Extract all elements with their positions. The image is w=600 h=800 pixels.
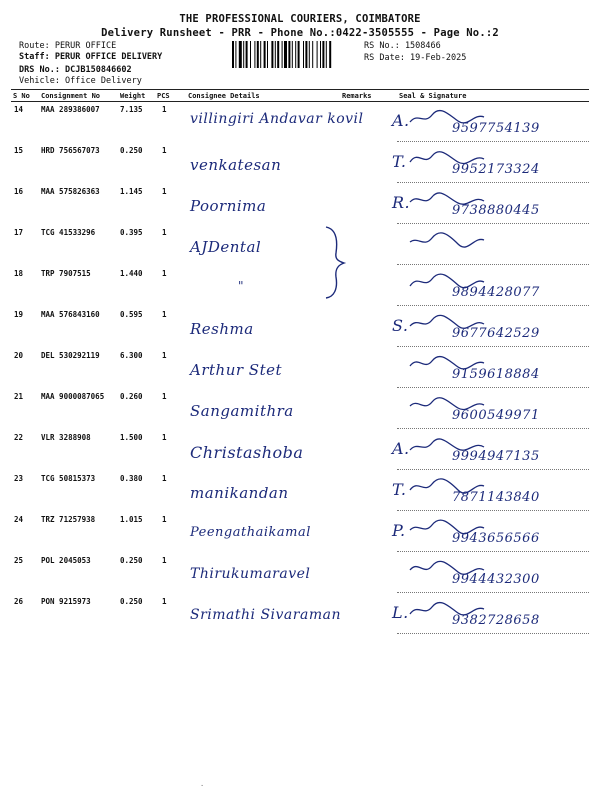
col-pcs: PCS: [157, 92, 170, 100]
row-signature-initial: L.: [392, 603, 409, 622]
table-row: [0, 347, 600, 388]
staff-label: [19, 52, 162, 63]
row-signature-initial: R.: [392, 193, 411, 212]
row-consignment-no: HRD 756567073: [41, 146, 100, 155]
row-consignee-name: Sangamithra: [190, 402, 294, 420]
row-separator: [397, 633, 589, 634]
row-weight: 0.250: [120, 597, 143, 606]
row-sno: 20: [14, 351, 24, 360]
row-pcs: 1: [162, 269, 167, 278]
row-consignment-no: MAA 575826363: [41, 187, 100, 196]
row-weight: 1.145: [120, 187, 143, 196]
bracket-mark: [322, 225, 350, 300]
row-weight: 0.250: [120, 146, 143, 155]
footer-mark: ·: [200, 782, 205, 790]
table-row: [0, 552, 600, 593]
row-pcs: 1: [162, 187, 167, 196]
row-phone: 7871143840: [452, 490, 540, 505]
col-remarks: Remarks: [342, 92, 372, 100]
row-phone: 9994947135: [452, 449, 540, 464]
row-sno: 18: [14, 269, 24, 278]
row-phone: 9894428077: [452, 285, 540, 300]
row-signature-initial: S.: [392, 316, 409, 335]
header-top-rule: [11, 89, 589, 90]
row-signature-initial: T.: [392, 152, 407, 171]
drs-label: [19, 65, 132, 76]
row-signature-initial: T.: [392, 480, 407, 499]
row-consignee-name: Christashoba: [190, 443, 304, 462]
row-phone: 9600549971: [452, 408, 540, 423]
table-row: [0, 511, 600, 552]
row-pcs: 1: [162, 392, 167, 401]
row-weight: 0.595: [120, 310, 143, 319]
col-consignee: Consignee Details: [188, 92, 260, 100]
row-pcs: 1: [162, 105, 167, 114]
row-consignment-no: POL 2045053: [41, 556, 91, 565]
row-consignment-no: TRP 7907515: [41, 269, 91, 278]
row-pcs: 1: [162, 556, 167, 565]
row-sno: 19: [14, 310, 24, 319]
row-weight: 7.135: [120, 105, 143, 114]
row-weight: 0.395: [120, 228, 143, 237]
rs-number: RS No.: 1508466: [364, 41, 441, 51]
table-row: [0, 101, 600, 142]
row-phone: 9943656566: [452, 531, 540, 546]
row-consignment-no: MAA 9000087065: [41, 392, 105, 401]
row-pcs: 1: [162, 310, 167, 319]
row-consignee-name: ": [238, 279, 245, 293]
row-pcs: 1: [162, 433, 167, 442]
row-consignee-name: manikandan: [190, 484, 289, 502]
table-row: [0, 306, 600, 347]
row-weight: 1.015: [120, 515, 143, 524]
table-row: [0, 388, 600, 429]
table-row: [0, 224, 600, 265]
row-consignee-name: Srimathi Sivaraman: [190, 607, 341, 623]
row-phone: 9159618884: [452, 367, 540, 382]
row-sno: 14: [14, 105, 24, 114]
row-phone: 9677642529: [452, 326, 540, 341]
table-row: [0, 470, 600, 511]
row-consignee-name: Thirukumaravel: [190, 566, 311, 582]
row-pcs: 1: [162, 515, 167, 524]
row-consignee-name: Arthur Stet: [190, 361, 282, 379]
row-phone: 9944432300: [452, 572, 540, 587]
row-pcs: 1: [162, 146, 167, 155]
row-weight: 0.380: [120, 474, 143, 483]
drs-text: DRS No.: DCJB150846602: [19, 65, 132, 75]
row-pcs: 1: [162, 228, 167, 237]
row-consignment-no: MAA 576843160: [41, 310, 100, 319]
row-consignment-no: DEL 530292119: [41, 351, 100, 360]
row-consignee-name: Peengathaikamal: [190, 525, 311, 540]
staff-text: Staff: PERUR OFFICE DELIVERY: [19, 52, 163, 62]
row-consignment-no: VLR 3288908: [41, 433, 91, 442]
row-weight: 1.500: [120, 433, 143, 442]
barcode-icon: [232, 41, 356, 68]
signature-scribble: [408, 230, 488, 250]
row-weight: 1.440: [120, 269, 143, 278]
row-sno: 23: [14, 474, 24, 483]
row-sno: 17: [14, 228, 24, 237]
row-consignee-name: Poornima: [190, 197, 267, 215]
row-consignment-no: TCG 41533296: [41, 228, 96, 237]
row-sno: 21: [14, 392, 24, 401]
row-weight: 6.300: [120, 351, 143, 360]
row-consignee-name: venkatesan: [190, 156, 282, 174]
row-weight: 0.250: [120, 556, 143, 565]
row-consignment-no: TRZ 71257938: [41, 515, 96, 524]
row-phone: 9738880445: [452, 203, 540, 218]
row-consignment-no: MAA 289386007: [41, 105, 100, 114]
table-row: [0, 142, 600, 183]
row-sno: 24: [14, 515, 24, 524]
col-sno: S No: [13, 92, 30, 100]
table-row: [0, 593, 600, 634]
vehicle-label: Vehicle: Office Delivery: [19, 76, 142, 86]
table-row: [0, 183, 600, 224]
row-pcs: 1: [162, 351, 167, 360]
row-pcs: 1: [162, 597, 167, 606]
row-pcs: 1: [162, 474, 167, 483]
row-consignee-name: villingiri Andavar kovil: [190, 111, 364, 127]
rs-date: RS Date: 19-Feb-2025: [364, 53, 467, 63]
col-seal-signature: Seal & Signature: [399, 92, 467, 100]
row-signature-initial: A.: [392, 439, 410, 458]
table-row: [0, 429, 600, 470]
row-sno: 15: [14, 146, 24, 155]
row-phone: 9597754139: [452, 121, 540, 136]
company-title: THE PROFESSIONAL COURIERS, COIMBATORE: [179, 13, 421, 25]
row-sno: 22: [14, 433, 24, 442]
row-consignee-name: AJDental: [190, 238, 262, 256]
runsheet-title: Delivery Runsheet - PRR - Phone No.:0422-3505555 - Page No.:2: [101, 27, 499, 39]
col-weight: Weight: [120, 92, 146, 100]
row-consignee-name: Reshma: [190, 320, 254, 338]
row-phone: 9382728658: [452, 613, 540, 628]
row-consignment-no: TCG 50815373: [41, 474, 96, 483]
row-sno: 16: [14, 187, 24, 196]
row-phone: 9952173324: [452, 162, 540, 177]
row-sno: 26: [14, 597, 24, 606]
route-label: Route: PERUR OFFICE: [19, 41, 117, 51]
table-row: [0, 265, 600, 306]
row-consignment-no: PON 9215973: [41, 597, 91, 606]
row-signature-initial: P.: [392, 521, 406, 540]
row-sno: 25: [14, 556, 24, 565]
col-consignment: Consignment No: [41, 92, 101, 100]
row-weight: 0.260: [120, 392, 143, 401]
row-signature-initial: A.: [392, 111, 410, 130]
